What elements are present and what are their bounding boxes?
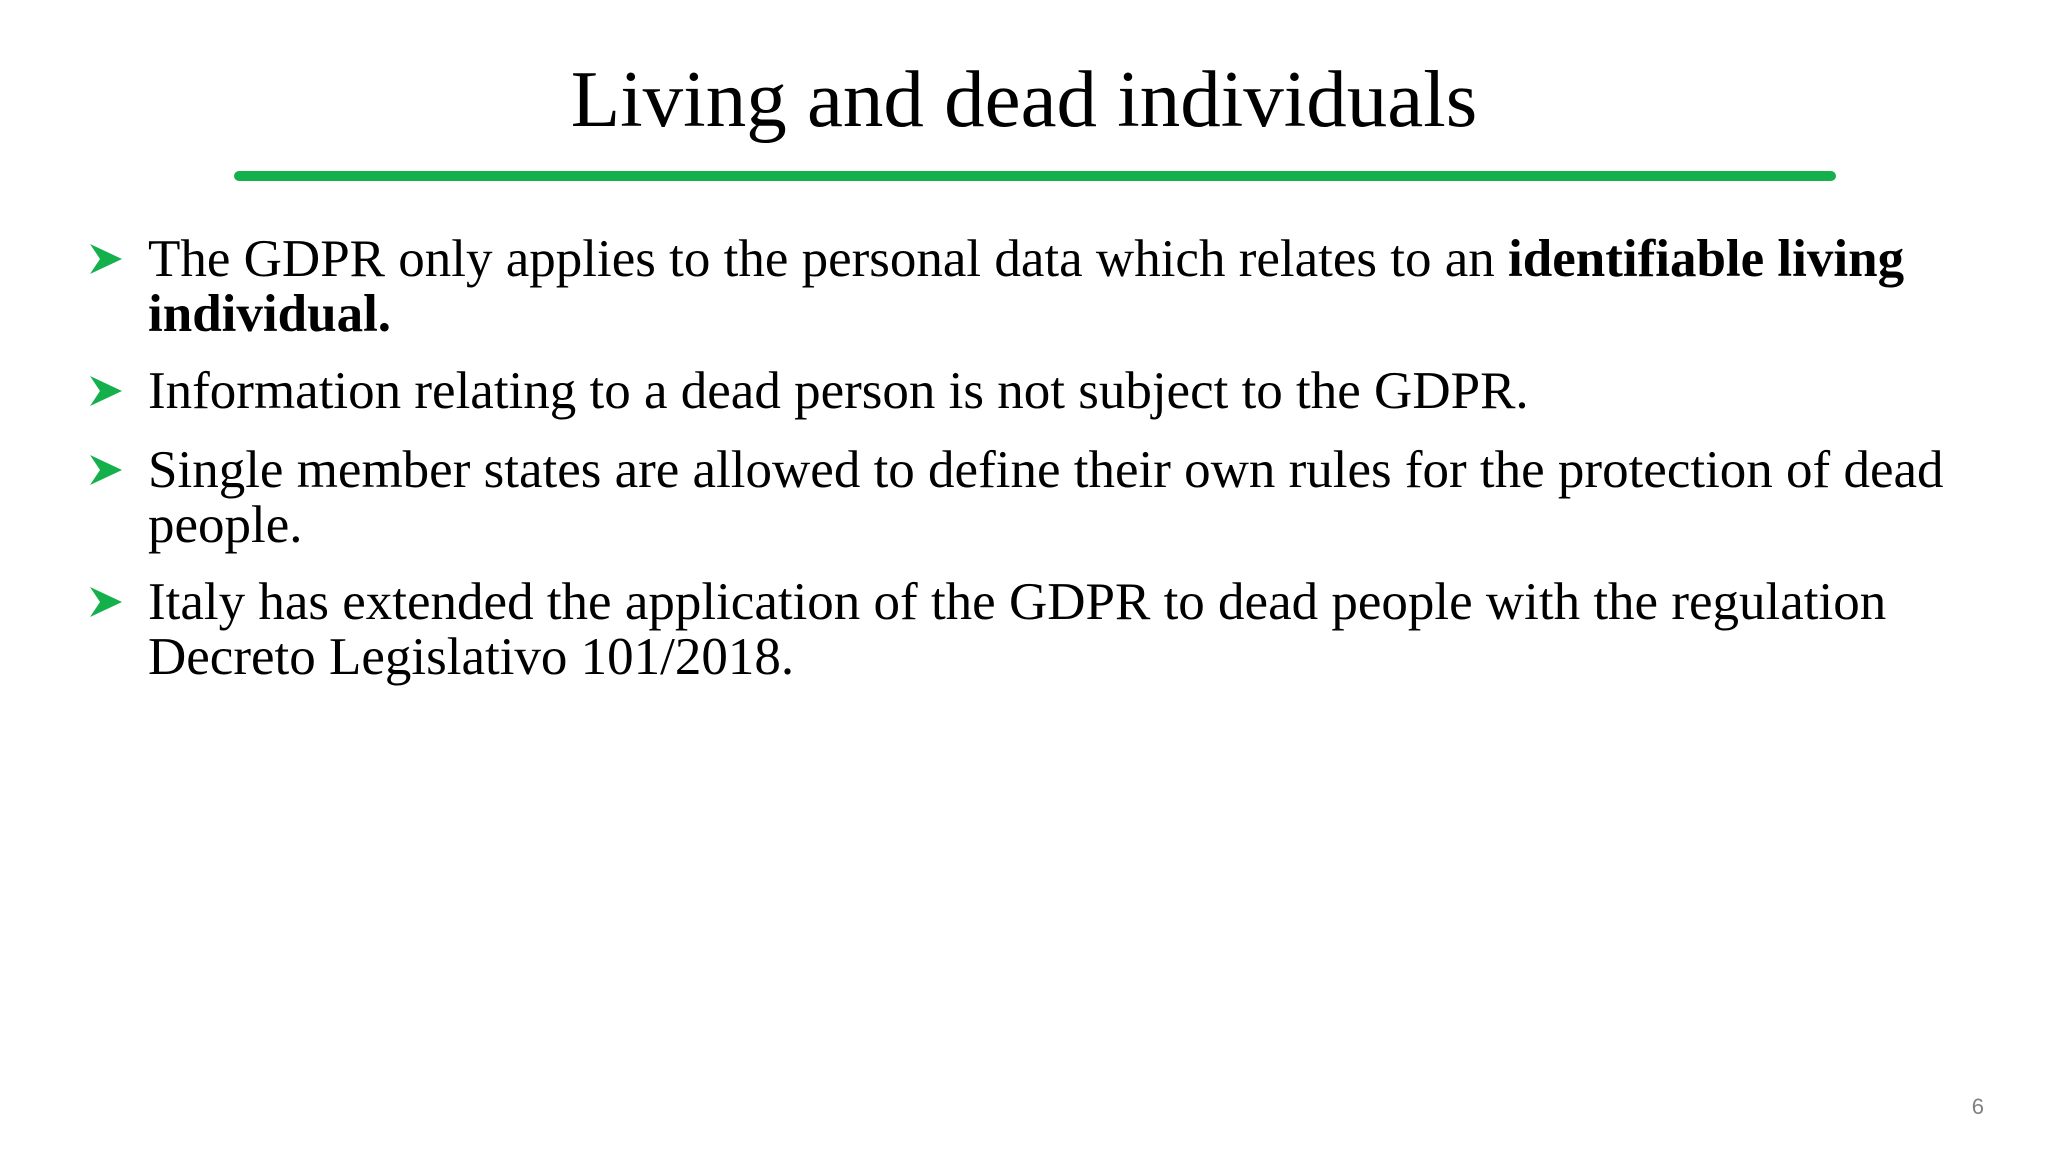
bullet-item	[88, 232, 1988, 342]
bullet-text: Information relating to a dead person is not subject to the GDPR.	[148, 362, 1529, 420]
arrowhead-bullet-icon	[88, 242, 124, 276]
bullet-list	[88, 232, 1988, 707]
title-underline-rule	[234, 171, 1836, 181]
bullet-text: Italy has extended the application of the GDPR to dead people with the regulation Decreto Legislativo 101/2018.	[148, 573, 1887, 686]
bullet-text: The GDPR only applies to the personal data which relates to an identifiable living individual.	[148, 230, 1905, 343]
bullet-item	[88, 575, 1988, 685]
bullet-item	[88, 364, 1988, 419]
arrowhead-bullet-icon	[88, 585, 124, 619]
bullet-text-emphasis: identifiable living individual.	[148, 230, 1905, 343]
arrowhead-bullet-icon	[88, 374, 124, 408]
arrowhead-bullet-icon	[88, 453, 124, 487]
slide-title: Living and dead individuals	[570, 54, 1478, 144]
slide-page-number: 6	[1971, 1094, 1984, 1119]
bullet-item	[88, 443, 1988, 553]
bullet-text: Single member states are allowed to define their own rules for the protection of dead people.	[148, 441, 1944, 554]
